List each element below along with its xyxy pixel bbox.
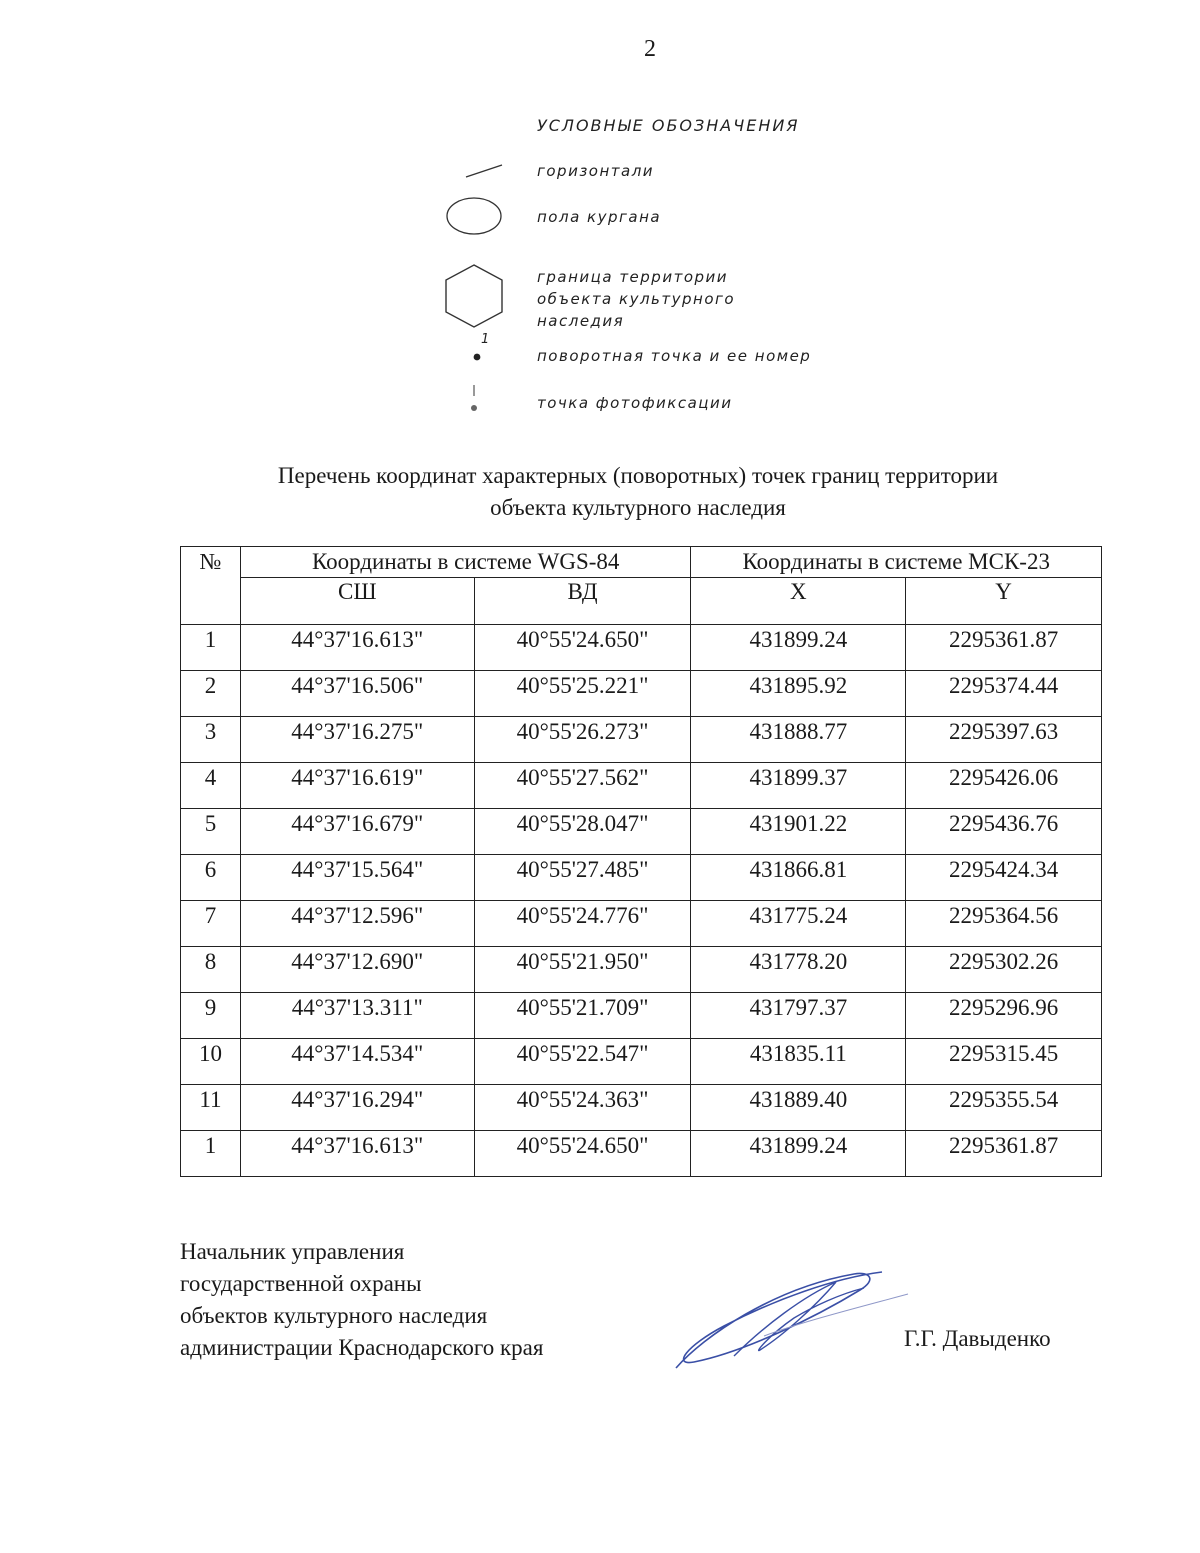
signatory-position-line: государственной охраны bbox=[180, 1271, 422, 1296]
table-row bbox=[181, 809, 1102, 855]
header-latitude: СШ bbox=[240, 578, 474, 625]
hexagon-boundary-icon bbox=[440, 262, 508, 330]
table-row bbox=[181, 901, 1102, 947]
cell-longitude: 40°55'21.950" bbox=[474, 947, 691, 993]
cell-latitude: 44°37'16.679" bbox=[240, 809, 474, 855]
cell-number: 1 bbox=[181, 625, 241, 671]
cell-x: 431901.22 bbox=[691, 809, 906, 855]
table-row bbox=[181, 717, 1102, 763]
cell-number: 4 bbox=[181, 763, 241, 809]
cell-number: 11 bbox=[181, 1085, 241, 1131]
cell-y: 2295296.96 bbox=[906, 993, 1102, 1039]
table-row bbox=[181, 1131, 1102, 1177]
cell-x: 431899.24 bbox=[691, 625, 906, 671]
table-row bbox=[181, 947, 1102, 993]
turning-point-icon bbox=[470, 350, 484, 364]
cell-latitude: 44°37'12.596" bbox=[240, 901, 474, 947]
cell-longitude: 40°55'21.709" bbox=[474, 993, 691, 1039]
cell-x: 431889.40 bbox=[691, 1085, 906, 1131]
cell-y: 2295355.54 bbox=[906, 1085, 1102, 1131]
table-title-line: Перечень координат характерных (поворотных) точек границ территории bbox=[277, 463, 999, 488]
header-wgs84: Координаты в системе WGS-84 bbox=[240, 547, 691, 578]
legend-label-mound: пола кургана bbox=[537, 208, 662, 226]
cell-longitude: 40°55'27.485" bbox=[474, 855, 691, 901]
table-row bbox=[181, 855, 1102, 901]
coordinates-table bbox=[180, 546, 1102, 1177]
cell-latitude: 44°37'12.690" bbox=[240, 947, 474, 993]
cell-latitude: 44°37'16.275" bbox=[240, 717, 474, 763]
cell-number: 10 bbox=[181, 1039, 241, 1085]
header-msk23: Координаты в системе МСК-23 bbox=[691, 547, 1102, 578]
signatory-position-line: объектов культурного наследия bbox=[180, 1303, 488, 1328]
table-header-row bbox=[181, 547, 1102, 578]
cell-x: 431797.37 bbox=[691, 993, 906, 1039]
cell-latitude: 44°37'16.294" bbox=[240, 1085, 474, 1131]
cell-longitude: 40°55'26.273" bbox=[474, 717, 691, 763]
handwritten-signature bbox=[664, 1266, 914, 1376]
cell-latitude: 44°37'15.564" bbox=[240, 855, 474, 901]
cell-longitude: 40°55'24.650" bbox=[474, 1131, 691, 1177]
page-number: 2 bbox=[644, 36, 656, 62]
cell-longitude: 40°55'22.547" bbox=[474, 1039, 691, 1085]
cell-longitude: 40°55'27.562" bbox=[474, 763, 691, 809]
cell-number: 1 bbox=[181, 1131, 241, 1177]
signatory-name: Г.Г. Давыденко bbox=[904, 1326, 1051, 1351]
cell-x: 431895.92 bbox=[691, 671, 906, 717]
table-row bbox=[181, 625, 1102, 671]
table-row bbox=[181, 1039, 1102, 1085]
photo-point-icon bbox=[466, 382, 482, 416]
legend-label-contours: горизонтали bbox=[537, 162, 655, 180]
cell-number: 5 bbox=[181, 809, 241, 855]
cell-number: 7 bbox=[181, 901, 241, 947]
cell-y: 2295424.34 bbox=[906, 855, 1102, 901]
turning-point-number: 1 bbox=[481, 332, 491, 347]
cell-number: 8 bbox=[181, 947, 241, 993]
cell-number: 3 bbox=[181, 717, 241, 763]
table-title-line: объекта культурного наследия bbox=[490, 495, 786, 520]
cell-x: 431835.11 bbox=[691, 1039, 906, 1085]
legend-boundary-line: объекта культурного bbox=[537, 290, 736, 308]
legend-title: УСЛОВНЫЕ ОБОЗНАЧЕНИЯ bbox=[537, 116, 800, 135]
cell-x: 431778.20 bbox=[691, 947, 906, 993]
cell-number: 9 bbox=[181, 993, 241, 1039]
header-number: № bbox=[181, 547, 241, 625]
cell-number: 6 bbox=[181, 855, 241, 901]
cell-number: 2 bbox=[181, 671, 241, 717]
cell-y: 2295361.87 bbox=[906, 1131, 1102, 1177]
table-row bbox=[181, 763, 1102, 809]
cell-longitude: 40°55'24.363" bbox=[474, 1085, 691, 1131]
table-subheader-row bbox=[181, 578, 1102, 625]
cell-x: 431775.24 bbox=[691, 901, 906, 947]
signatory-position-line: Начальник управления bbox=[180, 1239, 405, 1264]
cell-latitude: 44°37'14.534" bbox=[240, 1039, 474, 1085]
mound-ellipse-icon bbox=[444, 194, 504, 238]
table-row bbox=[181, 1085, 1102, 1131]
cell-y: 2295361.87 bbox=[906, 625, 1102, 671]
cell-latitude: 44°37'16.613" bbox=[240, 1131, 474, 1177]
cell-latitude: 44°37'16.619" bbox=[240, 763, 474, 809]
cell-longitude: 40°55'24.650" bbox=[474, 625, 691, 671]
table-row bbox=[181, 993, 1102, 1039]
cell-y: 2295426.06 bbox=[906, 763, 1102, 809]
header-y: Y bbox=[906, 578, 1102, 625]
cell-y: 2295315.45 bbox=[906, 1039, 1102, 1085]
table-title bbox=[180, 460, 1096, 524]
header-x: X bbox=[691, 578, 906, 625]
cell-x: 431899.37 bbox=[691, 763, 906, 809]
cell-latitude: 44°37'16.506" bbox=[240, 671, 474, 717]
table-row bbox=[181, 671, 1102, 717]
signatory-position bbox=[180, 1236, 543, 1364]
cell-latitude: 44°37'16.613" bbox=[240, 625, 474, 671]
contour-line-icon bbox=[464, 162, 504, 180]
cell-x: 431888.77 bbox=[691, 717, 906, 763]
legend-boundary-line: граница территории bbox=[537, 268, 729, 286]
cell-x: 431899.24 bbox=[691, 1131, 906, 1177]
legend-label-photo-point: точка фотофиксации bbox=[537, 394, 733, 412]
cell-longitude: 40°55'25.221" bbox=[474, 671, 691, 717]
signatory-position-line: администрации Краснодарского края bbox=[180, 1335, 544, 1360]
cell-y: 2295374.44 bbox=[906, 671, 1102, 717]
table-body bbox=[181, 625, 1102, 1177]
cell-latitude: 44°37'13.311" bbox=[240, 993, 474, 1039]
legend-boundary-line: наследия bbox=[537, 312, 625, 330]
cell-y: 2295302.26 bbox=[906, 947, 1102, 993]
legend-label-turning-point: поворотная точка и ее номер bbox=[537, 347, 812, 365]
cell-y: 2295397.63 bbox=[906, 717, 1102, 763]
cell-x: 431866.81 bbox=[691, 855, 906, 901]
cell-longitude: 40°55'24.776" bbox=[474, 901, 691, 947]
cell-y: 2295436.76 bbox=[906, 809, 1102, 855]
cell-longitude: 40°55'28.047" bbox=[474, 809, 691, 855]
cell-y: 2295364.56 bbox=[906, 901, 1102, 947]
header-longitude: ВД bbox=[474, 578, 691, 625]
legend-label-boundary bbox=[537, 266, 735, 332]
